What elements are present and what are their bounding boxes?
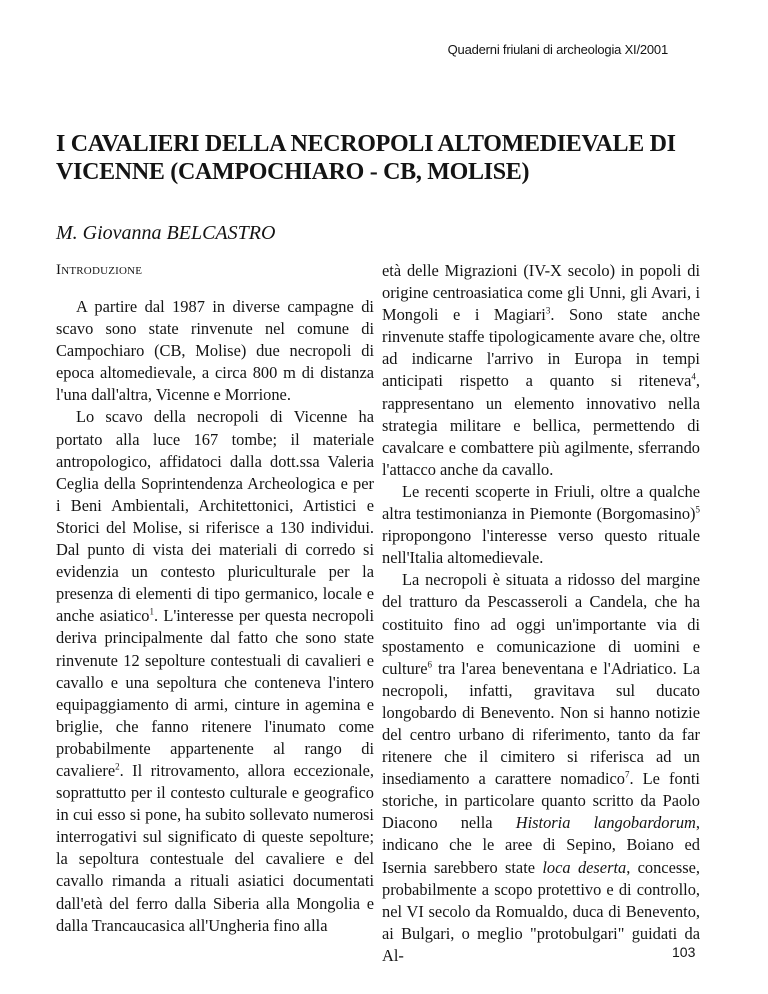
paragraph-text: . L'interesse per questa necropoli deriva principalmente dal fatto che sono state rinvenute 12 sepolture contestuali di cavalieri e cavallo e una sepoltura che conteneva l'intero equipaggiamento di armi, cinture in agemina e briglie, che fanno ritenere l'inumato come probabilmente appartenente al rango di cavaliere bbox=[56, 606, 374, 780]
footnote-ref[interactable]: 1 bbox=[149, 606, 154, 617]
paragraph-text: . Le fonti storiche, in particolare quanto scritto da Paolo Diacono nella bbox=[382, 769, 700, 833]
paragraph bbox=[382, 569, 700, 967]
article-author: M. Giovanna BELCASTRO bbox=[56, 222, 276, 244]
paragraph bbox=[56, 296, 374, 406]
text-column-right bbox=[382, 260, 700, 967]
paragraph-text: . Sono state anche rinvenute staffe tipologicamente avare che, oltre ad indicarne l'arrivo in Europa in tempi anticipati rispetto a quanto si riteneva bbox=[382, 305, 700, 391]
paragraph bbox=[382, 260, 700, 481]
paragraph-text: ripropongono l'interesse verso questo rituale nell'Italia altomedievale. bbox=[382, 526, 700, 568]
paragraph-text: A partire dal 1987 in diverse campagne di scavo sono state rinvenute nel comune di Campochiaro (CB, Molise) due necropoli di epoca altomedievale, a circa 800 m di distanza l'una dall'altra, Vicenne e Morrione. bbox=[56, 297, 374, 405]
footnote-ref[interactable]: 4 bbox=[691, 372, 696, 382]
journal-header: Quaderni friulani di archeologia XI/2001 bbox=[447, 42, 668, 57]
text-column-left bbox=[56, 260, 374, 937]
paragraph bbox=[56, 406, 374, 936]
footnote-ref[interactable]: 7 bbox=[624, 769, 630, 780]
italic-term: loca deserta bbox=[542, 857, 627, 877]
paragraph-text: La necropoli è situata a ridosso del margine del tratturo da Pescasseroli a Candela, che ha costituito fino ad oggi un'importante via di spostamento e comunicazione di uomini e culture bbox=[382, 570, 700, 678]
article-title bbox=[56, 130, 696, 186]
footnote-ref[interactable]: 3 bbox=[545, 305, 551, 316]
paragraph-text: , concesse, probabilmente a scopo protettivo e di controllo, nel VI secolo da Romualdo, duca di Benevento, ai Bulgari, o meglio "protobulgari" guidati da Al- bbox=[382, 857, 700, 965]
paragraph-text: , indicano che le aree di Sepino, Boiano ed Isernia sarebbero state bbox=[382, 813, 701, 877]
article-title-line-1: I CAVALIERI DELLA NECROPOLI ALTOMEDIEVALE DI bbox=[56, 131, 676, 157]
footnote-ref[interactable]: 6 bbox=[427, 659, 433, 670]
paragraph-text: Le recenti scoperte in Friuli, oltre a qualche altra testimonianza in Piemonte (Borgomasino) bbox=[382, 481, 700, 524]
paragraph-text: Lo scavo della necropoli di Vicenne ha portato alla luce 167 tombe; il materiale antropologico, affidatoci dalla dott.ssa Valeria Ceglia della Soprintendenza Archeologica e per i Beni Ambientali, Architettonici, Artistici e Storici del Molise, si riferisce a 130 individui. Dal punto di vista dei materiali di corredo si evidenzia un contesto pluriculturale per la presenza di elementi di tipo germanico, locale e anche asiatico bbox=[56, 407, 374, 626]
paragraph bbox=[382, 481, 700, 569]
paragraph-text: , rappresentano un elemento innovativo nella strategia militare e bellica, permettendo di cavalcare e combattere più agilmente, sferrando l'attacco anche da cavallo. bbox=[382, 371, 700, 479]
italic-title: Historia langobardorum bbox=[515, 813, 696, 833]
paragraph-text: età delle Migrazioni (IV-X secolo) in popoli di origine centroasiatica come gli Unni, gli Avari, i Mongoli e i Magiari bbox=[382, 261, 700, 325]
paragraph-text: . Il ritrovamento, allora eccezionale, soprattutto per il contesto culturale e geografico in cui esso si pone, ha subito sollevato numerosi interrogativi sul significato di queste sepolture; la sepoltura contestuale del cavaliere e del cavallo rimanda a rituali asiatici documentati dall'età del ferro dalla Siberia alla Mongolia e dalla Trancaucasica all'Ungheria fino alla bbox=[56, 760, 374, 935]
section-heading: Introduzione bbox=[56, 262, 143, 278]
footnote-ref[interactable]: 2 bbox=[115, 761, 120, 772]
page-number: 103 bbox=[672, 944, 696, 960]
article-title-line-2: VICENNE (CAMPOCHIARO - CB, MOLISE) bbox=[56, 159, 530, 185]
paragraph-text: tra l'area beneventana e l'Adriatico. La necropoli, infatti, gravitava sul ducato longobardo di Benevento. Non si hanno notizie del centro urbano di riferimento, tanto da far ritenere che il cimitero si riferisca ad un insediamento a carattere nomadico bbox=[382, 658, 700, 789]
footnote-ref[interactable]: 5 bbox=[695, 504, 700, 515]
